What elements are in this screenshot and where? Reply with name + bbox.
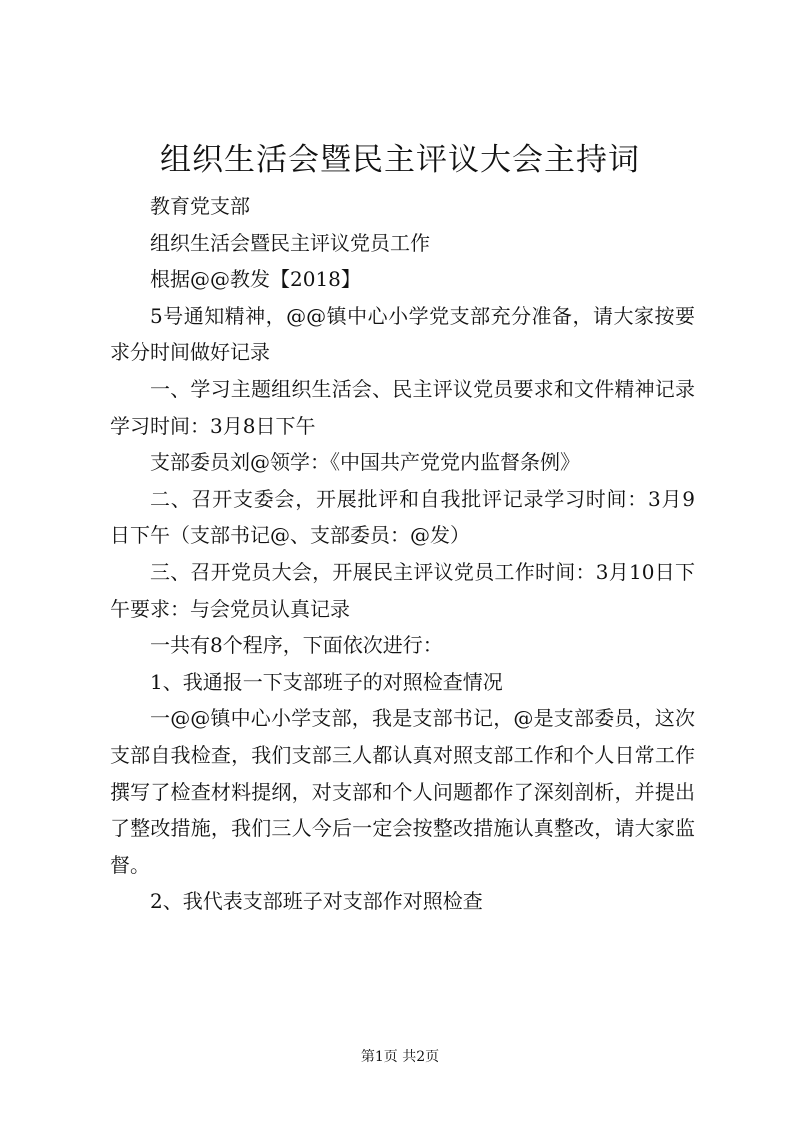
paragraph-report: 一@@镇中心小学支部，我是支部书记，@是支部委员，这次支部自我检查，我们支部三人都认真对照支部工作和个人日常工作撰写了检查材料提纲，对支部和个人问题都作了深刻剖析，并提出了整改措施，我们三人今后一定会按整改措施认真整改，请大家监督。 xyxy=(110,706,695,877)
paragraph-notice: 5号通知精神，@@镇中心小学党支部充分准备，请大家按要求分时间做好记录 xyxy=(110,303,695,365)
paragraph-department: 教育党支部 xyxy=(150,194,250,218)
paragraph-section-three: 三、召开党员大会，开展民主评议党员工作时间：3月10日下午要求：与会党员认真记录 xyxy=(110,559,695,621)
paragraph-study-lead: 支部委员刘@领学：《中国共产党党内监督条例》 xyxy=(150,450,580,475)
paragraph-subject: 组织生活会暨民主评议党员工作 xyxy=(150,230,430,255)
paragraph-item-one: 1、我通报一下支部班子的对照检查情况 xyxy=(150,669,503,694)
paragraph-section-two: 二、召开支委会，开展批评和自我批评记录学习时间：3月9日下午（支部书记@、支部委员：@发） xyxy=(110,486,695,548)
page-footer: 第1页 共2页 xyxy=(360,1049,440,1065)
document-body xyxy=(110,188,695,920)
paragraph-item-two: 2、我代表支部班子对支部作对照检查 xyxy=(150,889,483,914)
paragraph-section-one: 一、学习主题组织生活会、民主评议党员要求和文件精神记录学习时间：3月8日下午 xyxy=(110,376,695,438)
paragraph-procedure-count: 一共有8个程序，下面依次进行： xyxy=(150,633,443,658)
paragraph-basis: 根据@@教发【2018】 xyxy=(150,267,361,292)
document-title: 组织生活会暨民主评议大会主持词 xyxy=(160,142,640,178)
